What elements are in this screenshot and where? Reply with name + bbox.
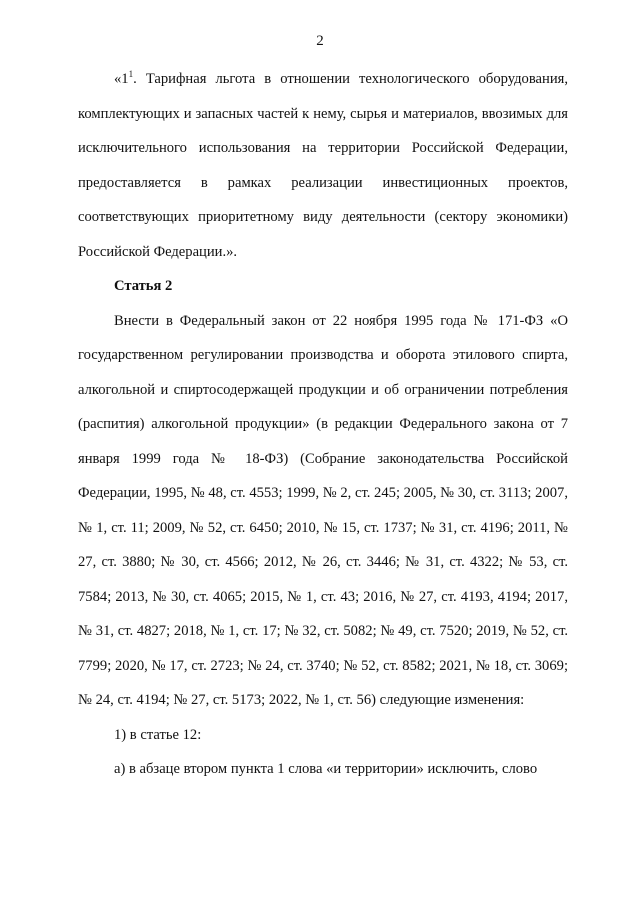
page-number: 2 (316, 33, 324, 49)
superscript-index: 1 (128, 69, 134, 79)
article-heading: Статья 2 (114, 278, 173, 294)
paragraph-amendment-intro: Внести в Федеральный закон от 22 ноября 1995 года № 171-ФЗ «О государственном регулировании производства и оборота этилового спирта, алкогольной и спиртосодержащей продукции и об ограничении потребления (распития) алкогольной продукции» (в редакции Федерального закона от 7 января 1999 года № 18-ФЗ) (Собрание законодательства Российской Федерации, 1995, № 48, ст. 4553; 1999, № 2, ст. 245; 2005, № 30, ст. 3113; 2007, № 1, ст. 11; 2009, № 52, ст. 6450; 2010, № 15, ст. 1737; № 31, ст. 4196; 2011, № 27, ст. 3880; № 30, ст. 4566; 2012, № 26, ст. 3446; № 31, ст. 4322; № 53, ст. 7584; 2013, № 30, ст. 4065; 2015, № 1, ст. 43; 2016, № 27, ст. 4193, 4194; 2017, № 31, ст. 4827; 2018, № 1, ст. 17; № 32, ст. 5082; № 49, ст. 7520; 2019, № 52, ст. 7799; 2020, № 17, ст. 2723; № 24, ст. 3740; № 52, ст. 8582; 2021, № 18, ст. 3069; № 24, ст. 4194; № 27, ст. 5173; 2022, № 1, ст. 56) следующие изменения: (78, 312, 568, 708)
paragraph-tariff-text: . Тарифная льгота в отношении технологического оборудования, комплектующих и запасных частей к нему, сырья и материалов, ввозимых для исключительного использования на территории Российской Федерации, предоставляется в рамках реализации инвестиционных проектов, соответствующих приоритетному виду деятельности (сектору экономики) Российской Федерации.». (78, 71, 568, 260)
paragraph-open-quote: «1 (114, 71, 129, 87)
paragraph-tariff-benefit (78, 62, 568, 269)
document-body (78, 62, 568, 787)
list-item-a: а) в абзаце втором пункта 1 слова «и территории» исключить, слово (114, 761, 538, 777)
list-item-article-12: 1) в статье 12: (114, 726, 202, 743)
